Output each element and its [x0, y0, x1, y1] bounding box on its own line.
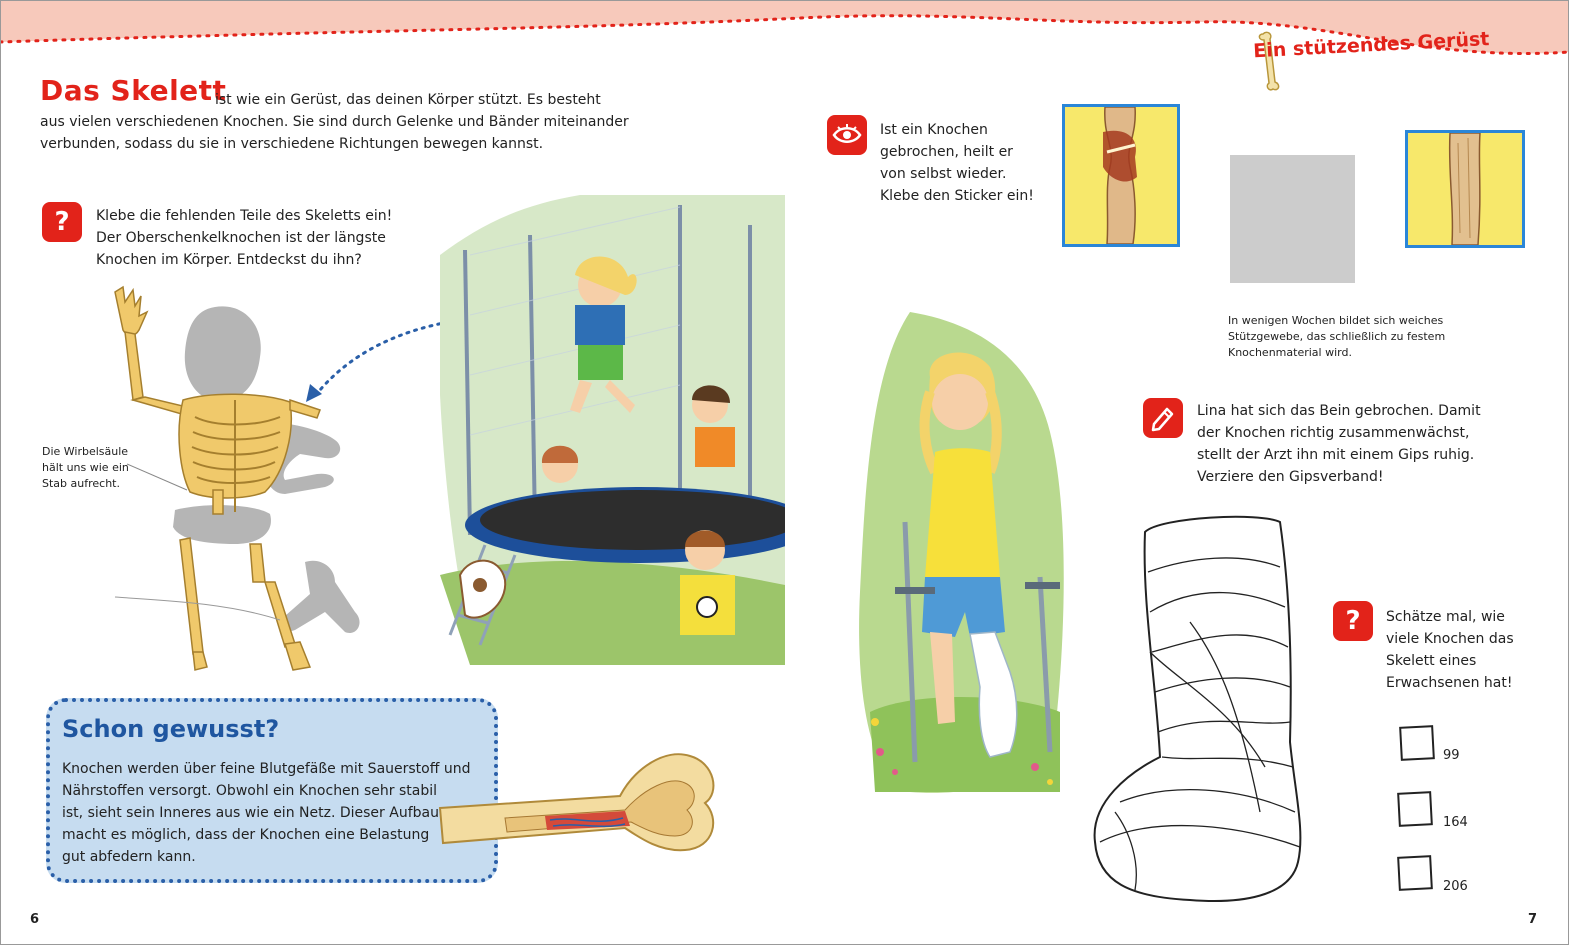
healing-caption-line: Stützgewebe, das schließlich zu festem: [1228, 330, 1446, 343]
broken-bone-image: [1062, 104, 1180, 247]
intro-line-1: ist wie ein Gerüst, das deinen Körper stützt. Es besteht: [215, 92, 601, 108]
info-box-line: gut abfedern kann.: [62, 849, 196, 865]
task-broken-line: Ist ein Knochen: [880, 122, 988, 138]
info-box-title: Schon gewusst?: [62, 715, 280, 743]
task-cast-line: der Knochen richtig zusammenwächst,: [1197, 425, 1470, 441]
task-estimate-line: viele Knochen das: [1386, 631, 1514, 647]
question-icon: ?: [1333, 601, 1373, 641]
task-cast-line: stellt der Arzt ihn mit einem Gips ruhig.: [1197, 447, 1475, 463]
checkbox-99[interactable]: [1399, 725, 1435, 761]
spine-label: [42, 444, 129, 492]
task-estimate-line: Erwachsenen hat!: [1386, 675, 1513, 691]
spine-label-line: Die Wirbelsäule: [42, 445, 129, 458]
trampoline-scene-illustration: [440, 195, 785, 665]
spine-label-line: Stab aufrecht.: [42, 477, 120, 490]
intro-text: [40, 111, 640, 155]
healing-caption-line: Knochenmaterial wird.: [1228, 346, 1352, 359]
checkbox-206[interactable]: [1397, 855, 1433, 891]
healed-bone-image: [1405, 130, 1525, 248]
eye-icon: [827, 115, 867, 155]
task-skeleton-text: [96, 205, 392, 271]
info-box-line: Nährstoffen versorgt. Obwohl ein Knochen sehr stabil: [62, 783, 438, 799]
section-title: Ein stützendes Gerüst: [1252, 28, 1490, 63]
task-estimate-line: Skelett eines: [1386, 653, 1477, 669]
info-box-line: ist, sieht sein Inneres aus wie ein Netz. Dieser Aufbau: [62, 805, 439, 821]
page-number-left: 6: [30, 912, 40, 927]
info-box-line: macht es möglich, dass der Knochen eine Belastung: [62, 827, 430, 843]
task-estimate-line: Schätze mal, wie: [1386, 609, 1505, 625]
page-title: Das Skelett: [40, 74, 227, 107]
option-label-164: 164: [1443, 815, 1468, 830]
healing-caption-line: In wenigen Wochen bildet sich weiches: [1228, 314, 1444, 327]
task-broken-line: gebrochen, heilt er: [880, 144, 1013, 160]
girl-with-crutches-illustration: [850, 312, 1075, 802]
option-label-99: 99: [1443, 748, 1460, 763]
question-icon: ?: [42, 202, 82, 242]
info-box-line: Knochen werden über feine Blutgefäße mit Sauerstoff und: [62, 761, 471, 777]
healing-caption: [1228, 313, 1445, 361]
task-cast-line: Lina hat sich das Bein gebrochen. Damit: [1197, 403, 1481, 419]
task-broken-text: [880, 119, 1034, 207]
task-skeleton-line: Klebe die fehlenden Teile des Skeletts ein!: [96, 208, 393, 224]
task-broken-line: von selbst wieder.: [880, 166, 1007, 182]
intro-line-2: aus vielen verschiedenen Knochen. Sie sind durch Gelenke und Bänder miteinander: [40, 114, 629, 130]
pencil-icon: [1143, 398, 1183, 438]
task-skeleton-line: Knochen im Körper. Entdeckst du ihn?: [96, 252, 362, 268]
spine-label-line: hält uns wie ein: [42, 461, 129, 474]
eye-glyph: [832, 123, 862, 147]
checkbox-164[interactable]: [1397, 791, 1433, 827]
spine-pointer-line: [125, 460, 190, 495]
pencil-glyph: [1149, 404, 1177, 432]
task-cast-text: [1197, 400, 1481, 488]
task-skeleton-line: Der Oberschenkelknochen ist der längste: [96, 230, 386, 246]
cast-coloring-outline[interactable]: [1090, 512, 1320, 907]
bone-cross-section-illustration: [435, 748, 725, 858]
page-number-right: 7: [1528, 912, 1538, 927]
option-label-206: 206: [1443, 879, 1468, 894]
task-estimate-text: [1386, 606, 1514, 694]
sticker-placeholder[interactable]: [1230, 155, 1355, 283]
task-cast-line: Verziere den Gipsverband!: [1197, 469, 1384, 485]
info-box-text: [62, 758, 482, 868]
task-broken-line: Klebe den Sticker ein!: [880, 188, 1034, 204]
intro-line-3: verbunden, sodass du sie in verschiedene Richtungen bewegen kannst.: [40, 136, 544, 152]
